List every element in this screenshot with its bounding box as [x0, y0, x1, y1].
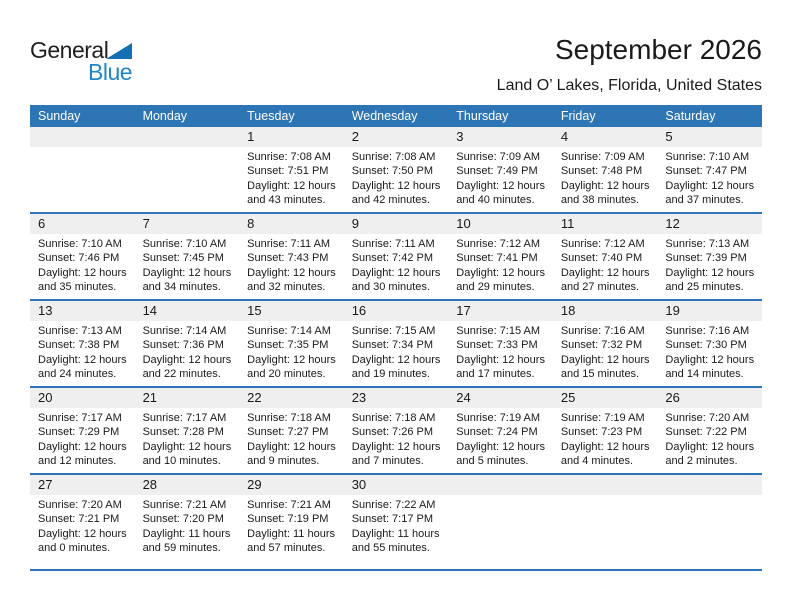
daylight-text: Daylight: 12 hours and 5 minutes. — [456, 440, 545, 468]
daylight-text: Daylight: 12 hours and 25 minutes. — [665, 266, 755, 294]
sunrise-text: Sunrise: 7:19 AM — [456, 412, 541, 424]
day-details — [344, 234, 449, 295]
sunset-text: Sunset: 7:41 PM — [456, 252, 538, 265]
day-details — [448, 234, 553, 295]
day-number — [553, 475, 658, 495]
day-details — [448, 321, 553, 382]
sunrise-text: Sunrise: 7:10 AM — [665, 151, 750, 163]
day-cell-16 — [344, 301, 449, 386]
day-cell-17 — [448, 301, 553, 386]
week-row-3 — [30, 301, 762, 388]
daylight-text: Daylight: 11 hours and 55 minutes. — [351, 527, 440, 555]
day-number: 19 — [657, 301, 762, 321]
day-cell-2 — [344, 127, 449, 212]
day-cell-23 — [344, 388, 449, 473]
sunset-text: Sunset: 7:29 PM — [38, 426, 120, 439]
daylight-text: Daylight: 12 hours and 24 minutes. — [38, 353, 127, 381]
sunset-text: Sunset: 7:35 PM — [247, 339, 329, 352]
day-cell-26 — [657, 388, 762, 473]
daylight-text: Daylight: 12 hours and 30 minutes. — [351, 266, 441, 294]
day-cell-8 — [239, 214, 344, 299]
day-details — [135, 234, 240, 295]
sunset-text: Sunset: 7:36 PM — [142, 339, 224, 352]
day-number: 9 — [344, 214, 449, 234]
sunrise-text: Sunrise: 7:08 AM — [247, 151, 331, 163]
sunset-text: Sunset: 7:43 PM — [247, 252, 329, 265]
daylight-text: Daylight: 12 hours and 42 minutes. — [351, 179, 441, 207]
day-details — [30, 495, 135, 556]
page-location-subtitle: Land O’ Lakes, Florida, United States — [496, 77, 762, 94]
day-details — [448, 495, 553, 498]
sunrise-text: Sunrise: 7:12 AM — [560, 238, 645, 250]
logo-text-blue: Blue — [88, 59, 133, 85]
sunrise-text: Sunrise: 7:19 AM — [560, 412, 645, 424]
sunset-text: Sunset: 7:17 PM — [351, 513, 434, 526]
day-details — [553, 408, 658, 469]
day-number: 12 — [657, 214, 762, 234]
day-cell-18 — [553, 301, 658, 386]
day-details — [239, 408, 344, 469]
day-number: 24 — [448, 388, 553, 408]
sunrise-text: Sunrise: 7:18 AM — [351, 412, 436, 424]
day-number: 10 — [448, 214, 553, 234]
day-number: 11 — [553, 214, 658, 234]
day-number: 18 — [553, 301, 658, 321]
calendar-grid — [30, 105, 762, 571]
sunset-text: Sunset: 7:40 PM — [560, 252, 643, 265]
sunrise-text: Sunrise: 7:17 AM — [142, 412, 227, 424]
day-number: 7 — [135, 214, 240, 234]
day-cell-28 — [135, 475, 240, 569]
sunrise-text: Sunrise: 7:08 AM — [351, 151, 436, 163]
logo-flag-triangle-icon — [106, 43, 132, 59]
daylight-text: Daylight: 12 hours and 35 minutes. — [38, 266, 127, 294]
daylight-text: Daylight: 11 hours and 59 minutes. — [142, 527, 231, 555]
sunrise-text: Sunrise: 7:15 AM — [456, 325, 541, 337]
day-number: 2 — [344, 127, 449, 147]
sunrise-text: Sunrise: 7:09 AM — [560, 151, 645, 163]
sunrise-text: Sunrise: 7:13 AM — [38, 325, 122, 337]
week-row-5 — [30, 475, 762, 571]
weekday-header-saturday: Saturday — [665, 109, 716, 123]
daylight-text: Daylight: 12 hours and 20 minutes. — [247, 353, 336, 381]
day-number: 22 — [239, 388, 344, 408]
sunset-text: Sunset: 7:51 PM — [247, 165, 329, 178]
sunrise-text: Sunrise: 7:14 AM — [247, 325, 331, 337]
day-details — [135, 321, 240, 382]
day-details — [657, 321, 762, 382]
weekday-header-tuesday: Tuesday — [247, 109, 295, 123]
sunrise-text: Sunrise: 7:22 AM — [351, 499, 436, 511]
day-cell-22 — [239, 388, 344, 473]
day-number: 28 — [135, 475, 240, 495]
day-cell-12 — [657, 214, 762, 299]
day-details — [344, 495, 449, 556]
daylight-text: Daylight: 12 hours and 32 minutes. — [247, 266, 336, 294]
day-number — [135, 127, 240, 147]
day-number: 23 — [344, 388, 449, 408]
day-cell-11 — [553, 214, 658, 299]
week-row-1 — [30, 127, 762, 214]
sunrise-text: Sunrise: 7:16 AM — [560, 325, 645, 337]
sunset-text: Sunset: 7:20 PM — [142, 513, 224, 526]
day-cell-21 — [135, 388, 240, 473]
day-number: 14 — [135, 301, 240, 321]
sunrise-text: Sunrise: 7:15 AM — [351, 325, 436, 337]
daylight-text: Daylight: 12 hours and 37 minutes. — [665, 179, 755, 207]
day-details — [657, 408, 762, 469]
week-row-2 — [30, 214, 762, 301]
sunset-text: Sunset: 7:34 PM — [351, 339, 434, 352]
day-details — [135, 147, 240, 150]
day-number: 13 — [30, 301, 135, 321]
sunset-text: Sunset: 7:28 PM — [142, 426, 224, 439]
day-number — [448, 475, 553, 495]
day-number: 21 — [135, 388, 240, 408]
sunrise-text: Sunrise: 7:20 AM — [665, 412, 750, 424]
sunset-text: Sunset: 7:27 PM — [247, 426, 329, 439]
day-details — [344, 321, 449, 382]
sunrise-text: Sunrise: 7:18 AM — [247, 412, 331, 424]
daylight-text: Daylight: 12 hours and 12 minutes. — [38, 440, 127, 468]
day-details — [657, 147, 762, 208]
daylight-text: Daylight: 12 hours and 7 minutes. — [351, 440, 441, 468]
daylight-text: Daylight: 12 hours and 2 minutes. — [665, 440, 755, 468]
sunrise-text: Sunrise: 7:11 AM — [351, 238, 435, 250]
sunset-text: Sunset: 7:48 PM — [560, 165, 643, 178]
day-cell-5 — [657, 127, 762, 212]
day-details — [30, 234, 135, 295]
sunset-text: Sunset: 7:50 PM — [351, 165, 434, 178]
day-details — [30, 408, 135, 469]
general-blue-logo — [30, 37, 133, 85]
day-number: 20 — [30, 388, 135, 408]
day-details — [239, 234, 344, 295]
day-cell-25 — [553, 388, 658, 473]
sunrise-text: Sunrise: 7:14 AM — [142, 325, 227, 337]
daylight-text: Daylight: 12 hours and 40 minutes. — [456, 179, 545, 207]
weekday-header-monday: Monday — [142, 109, 188, 123]
day-details — [553, 495, 658, 498]
day-number: 25 — [553, 388, 658, 408]
sunset-text: Sunset: 7:26 PM — [351, 426, 434, 439]
sunrise-text: Sunrise: 7:17 AM — [38, 412, 122, 424]
sunset-text: Sunset: 7:23 PM — [560, 426, 643, 439]
day-cell-4 — [553, 127, 658, 212]
day-cell-29 — [239, 475, 344, 569]
sunrise-text: Sunrise: 7:16 AM — [665, 325, 750, 337]
sunrise-text: Sunrise: 7:21 AM — [247, 499, 331, 511]
day-cell-3 — [448, 127, 553, 212]
day-number — [657, 475, 762, 495]
day-details — [657, 234, 762, 295]
day-number: 3 — [448, 127, 553, 147]
daylight-text: Daylight: 12 hours and 34 minutes. — [142, 266, 232, 294]
day-number: 30 — [344, 475, 449, 495]
day-cell-24 — [448, 388, 553, 473]
daylight-text: Daylight: 12 hours and 17 minutes. — [456, 353, 545, 381]
day-number: 6 — [30, 214, 135, 234]
day-cell-27 — [30, 475, 135, 569]
day-cell-15 — [239, 301, 344, 386]
sunrise-text: Sunrise: 7:21 AM — [142, 499, 227, 511]
sunrise-text: Sunrise: 7:10 AM — [142, 238, 227, 250]
day-details — [135, 495, 240, 556]
daylight-text: Daylight: 12 hours and 15 minutes. — [560, 353, 650, 381]
day-cell-13 — [30, 301, 135, 386]
sunset-text: Sunset: 7:39 PM — [665, 252, 747, 265]
day-number: 26 — [657, 388, 762, 408]
day-cell-empty — [135, 127, 240, 212]
sunset-text: Sunset: 7:32 PM — [560, 339, 643, 352]
day-details — [135, 408, 240, 469]
day-details — [344, 147, 449, 208]
sunrise-text: Sunrise: 7:11 AM — [247, 238, 331, 250]
sunrise-text: Sunrise: 7:13 AM — [665, 238, 750, 250]
daylight-text: Daylight: 12 hours and 4 minutes. — [560, 440, 650, 468]
daylight-text: Daylight: 12 hours and 43 minutes. — [247, 179, 336, 207]
day-cell-6 — [30, 214, 135, 299]
sunrise-text: Sunrise: 7:20 AM — [38, 499, 122, 511]
day-number: 4 — [553, 127, 658, 147]
week-row-4 — [30, 388, 762, 475]
weekday-header-row — [30, 105, 762, 127]
day-cell-9 — [344, 214, 449, 299]
daylight-text: Daylight: 12 hours and 10 minutes. — [142, 440, 232, 468]
day-cell-1 — [239, 127, 344, 212]
day-details — [448, 147, 553, 208]
daylight-text: Daylight: 12 hours and 29 minutes. — [456, 266, 545, 294]
sunset-text: Sunset: 7:49 PM — [456, 165, 538, 178]
day-number: 15 — [239, 301, 344, 321]
day-details — [657, 495, 762, 498]
day-cell-30 — [344, 475, 449, 569]
day-number: 5 — [657, 127, 762, 147]
sunset-text: Sunset: 7:22 PM — [665, 426, 747, 439]
weekday-header-sunday: Sunday — [38, 109, 81, 123]
day-cell-empty — [30, 127, 135, 212]
day-cell-14 — [135, 301, 240, 386]
day-cell-7 — [135, 214, 240, 299]
day-number: 16 — [344, 301, 449, 321]
day-number: 29 — [239, 475, 344, 495]
day-details — [239, 321, 344, 382]
day-number — [30, 127, 135, 147]
sunset-text: Sunset: 7:24 PM — [456, 426, 538, 439]
daylight-text: Daylight: 12 hours and 22 minutes. — [142, 353, 232, 381]
daylight-text: Daylight: 12 hours and 27 minutes. — [560, 266, 650, 294]
day-cell-empty — [448, 475, 553, 569]
weekday-header-wednesday: Wednesday — [351, 109, 418, 123]
day-cell-empty — [657, 475, 762, 569]
day-details — [553, 234, 658, 295]
weekday-header-friday: Friday — [560, 109, 596, 123]
day-number: 17 — [448, 301, 553, 321]
day-cell-10 — [448, 214, 553, 299]
daylight-text: Daylight: 12 hours and 0 minutes. — [38, 527, 127, 555]
sunset-text: Sunset: 7:21 PM — [38, 513, 120, 526]
sunrise-text: Sunrise: 7:09 AM — [456, 151, 541, 163]
day-number: 27 — [30, 475, 135, 495]
daylight-text: Daylight: 12 hours and 9 minutes. — [247, 440, 336, 468]
sunrise-text: Sunrise: 7:10 AM — [38, 238, 122, 250]
day-details — [30, 147, 135, 150]
sunset-text: Sunset: 7:38 PM — [38, 339, 120, 352]
day-cell-19 — [657, 301, 762, 386]
weekday-header-thursday: Thursday — [456, 109, 509, 123]
daylight-text: Daylight: 12 hours and 19 minutes. — [351, 353, 441, 381]
sunset-text: Sunset: 7:42 PM — [351, 252, 434, 265]
daylight-text: Daylight: 12 hours and 38 minutes. — [560, 179, 650, 207]
sunset-text: Sunset: 7:45 PM — [142, 252, 224, 265]
day-number: 1 — [239, 127, 344, 147]
day-details — [30, 321, 135, 382]
sunset-text: Sunset: 7:30 PM — [665, 339, 747, 352]
sunset-text: Sunset: 7:33 PM — [456, 339, 538, 352]
daylight-text: Daylight: 12 hours and 14 minutes. — [665, 353, 755, 381]
daylight-text: Daylight: 11 hours and 57 minutes. — [247, 527, 335, 555]
sunset-text: Sunset: 7:19 PM — [247, 513, 329, 526]
day-number: 8 — [239, 214, 344, 234]
day-cell-20 — [30, 388, 135, 473]
sunset-text: Sunset: 7:47 PM — [665, 165, 747, 178]
day-cell-empty — [553, 475, 658, 569]
weeks-container — [30, 127, 762, 571]
day-details — [239, 495, 344, 556]
day-details — [344, 408, 449, 469]
day-details — [448, 408, 553, 469]
page-title: September 2026 — [554, 34, 762, 65]
logo-text-general: General — [30, 37, 109, 63]
sunset-text: Sunset: 7:46 PM — [38, 252, 120, 265]
day-details — [239, 147, 344, 208]
sunrise-text: Sunrise: 7:12 AM — [456, 238, 541, 250]
day-details — [553, 147, 658, 208]
day-details — [553, 321, 658, 382]
